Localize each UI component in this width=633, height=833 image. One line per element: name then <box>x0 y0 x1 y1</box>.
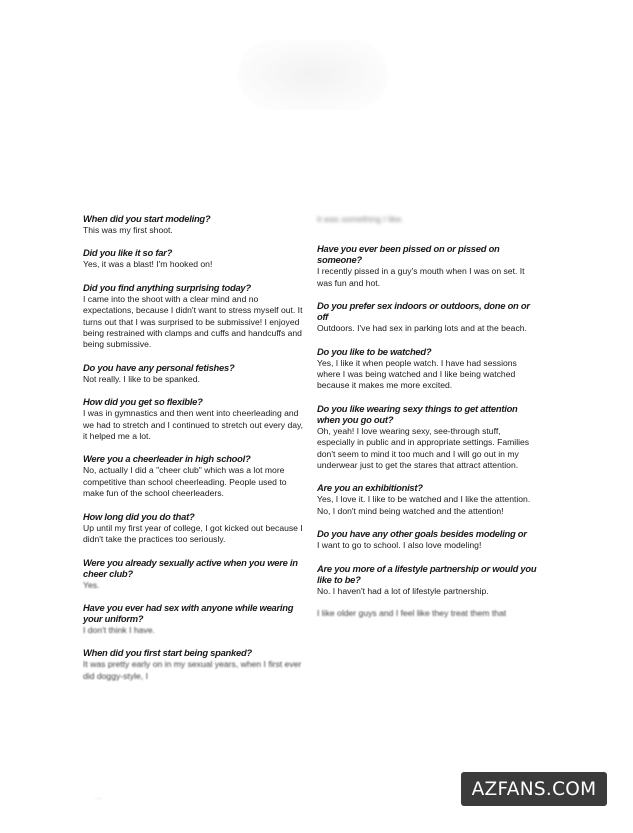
question-text: Have you ever had sex with anyone while wearing your uniform? <box>83 601 294 624</box>
answer-text: No, actually I did a "cheer club" which was a lot more competitive than school cheerleading. People used to make fun of the school cheerleaders. <box>83 465 287 499</box>
question-text: Do you have any other goals besides modeling or <box>317 528 527 540</box>
answer-text: Yes, I love it. I like to be watched and I like the attention. No, I don't mind being watched and the attention! <box>317 494 531 516</box>
qa-item <box>83 602 305 636</box>
question-text: When did you first start being spanked? <box>83 647 252 659</box>
question-text: Do you have any personal fetishes? <box>83 361 235 373</box>
answer-text: it was something I like. <box>317 214 404 224</box>
qa-item <box>83 511 305 546</box>
question-text: Do you like wearing sexy things to get attention when you go out? <box>317 402 518 425</box>
qa-item <box>317 608 539 619</box>
answer-text: I don't think I have. <box>83 624 155 635</box>
qa-item <box>83 396 305 442</box>
qa-item <box>83 282 305 351</box>
qa-item <box>83 647 305 682</box>
qa-item <box>317 300 539 334</box>
qa-item <box>83 362 305 385</box>
question-text: Were you a cheerleader in high school? <box>83 453 251 465</box>
qa-item <box>317 482 539 517</box>
question-text: Are you an exhibitionist? <box>317 482 423 494</box>
question-text: Are you more of a lifestyle partnership or would you like to be? <box>317 562 537 585</box>
qa-item <box>317 403 539 472</box>
qa-item <box>83 557 305 591</box>
blurred-header-logo <box>238 40 388 110</box>
answer-text: Up until my first year of college, I got kicked out because I didn't take the practices too seriously. <box>83 522 303 545</box>
qa-item <box>83 453 305 499</box>
answer-text: I came into the shoot with a clear mind and no expectations, because I didn't want to stress myself out. It turns out that I was surprised to be submissive! I enjoyed being restrained with clamps and cuffs and handcuffs and being submissive. <box>83 293 303 350</box>
answer-text: No. I haven't had a lot of lifestyle partnership. <box>317 585 489 596</box>
answer-text: I was in gymnastics and then went into cheerleading and we had to stretch and I continued to stretch out every day, it helped me a lot. <box>83 408 304 442</box>
qa-item <box>317 346 539 392</box>
answer-text: Yes, I like it when people watch. I have had sessions where I was being watched and I like being watched because it makes me more excited. <box>317 357 517 391</box>
qa-item <box>317 243 539 289</box>
question-text: How did you get so flexible? <box>83 396 203 408</box>
answer-text: I like older guys and I feel like they treat them that <box>317 608 507 619</box>
qa-item <box>83 247 305 270</box>
answer-text: This was my first shoot. <box>83 225 173 235</box>
watermark-badge: AZFANS.COM <box>461 772 607 806</box>
left-column <box>83 213 305 693</box>
answer-text: Yes, it was a blast! I'm hooked on! <box>83 259 213 270</box>
answer-text: Not really. I like to be spanked. <box>83 373 200 384</box>
page-footer-mark: ... <box>95 792 102 801</box>
right-column <box>317 213 539 631</box>
answer-text: Yes. <box>83 579 100 590</box>
question-text: Did you like it so far? <box>83 247 173 259</box>
qa-item <box>317 214 539 225</box>
answer-text: It was pretty early on in my sexual years, when I first ever did doggy-style, I <box>83 659 302 681</box>
answer-text: I recently pissed in a guy's mouth when I was on set. It was fun and hot. <box>317 266 525 288</box>
qa-item <box>83 213 305 236</box>
qa-item <box>317 528 539 551</box>
answer-text: Oh, yeah! I love wearing sexy, see-through stuff, especially in public and in appropriate settings. Families don't seem to mind it too much and I will go out in my underwear just to get the stares that attract attention. <box>317 425 530 471</box>
question-text: How long did you do that? <box>83 510 195 522</box>
question-text: Did you find anything surprising today? <box>83 281 251 293</box>
qa-item <box>317 563 539 597</box>
question-text: When did you start modeling? <box>83 213 211 224</box>
answer-text: Outdoors. I've had sex in parking lots and at the beach. <box>317 323 527 334</box>
question-text: Do you prefer sex indoors or outdoors, done on or off <box>317 300 530 323</box>
question-text: Were you already sexually active when you were in cheer club? <box>83 556 298 579</box>
answer-text: I want to go to school. I also love modeling! <box>317 540 482 551</box>
question-text: Do you like to be watched? <box>317 345 432 357</box>
question-text: Have you ever been pissed on or pissed on someone? <box>317 243 500 266</box>
